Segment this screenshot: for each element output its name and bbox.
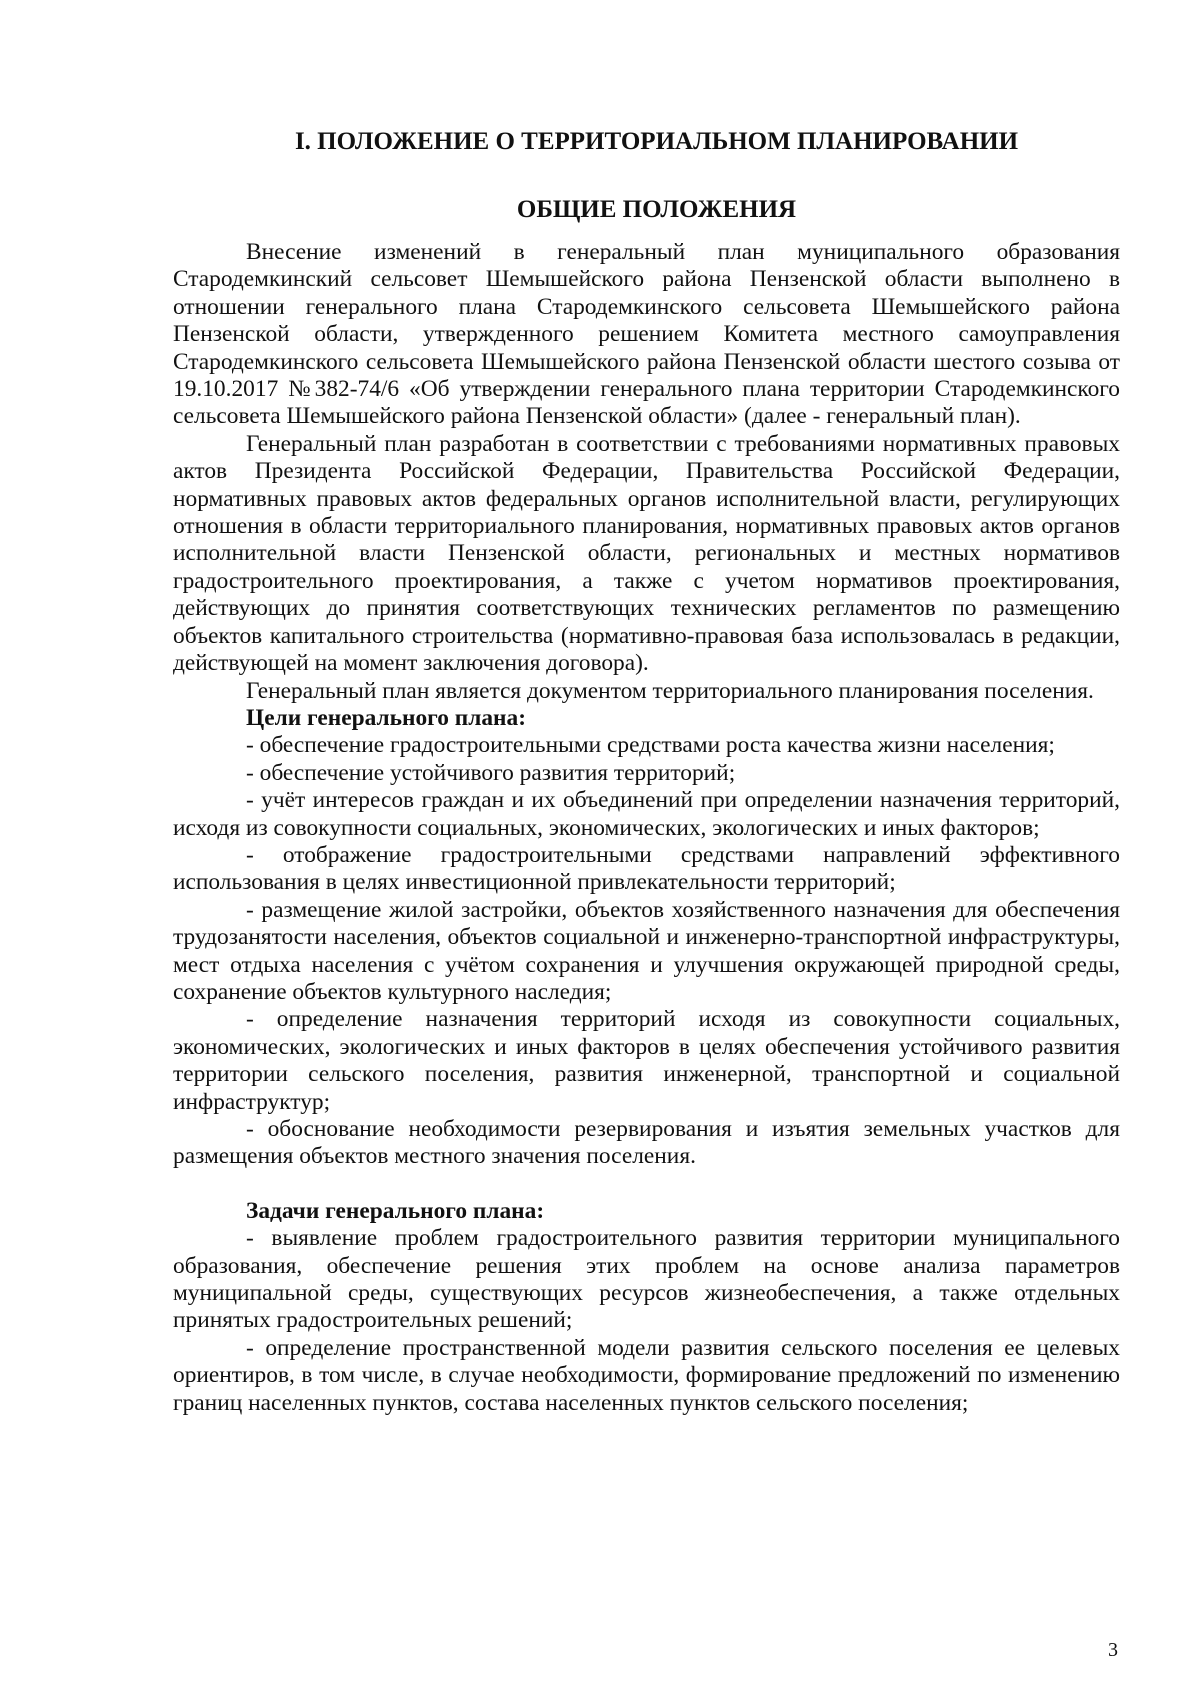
task-item: - определение пространственной модели развития сельского поселения ее целевых ориентиров, в том числе, в случае необходимости, формирование предложений по изменению границ населенных пунктов, состава населенных пунктов сельского поселения; xyxy=(173,1334,1120,1416)
paragraph-amendment: Внесение изменений в генеральный план муниципального образования Стародемкинский сельсовет Шемышейского района Пензенской области выполнено в отношении генерального плана Стародемкинского сельсовета Шемышейского района Пензенской области, утвержденного решением Комитета местного самоуправления Стародемкинского сельсовета Шемышейского района Пензенской области шестого созыва от 19.10.2017 №382-74/6 «Об утверждении генерального плана территории Стародемкинского сельсовета Шемышейского района Пензенской области» (далее - генеральный план). xyxy=(173,239,1120,430)
goal-item: - размещение жилой застройки, объектов хозяйственного назначения для обеспечения трудозанятости населения, объектов социальной и инженерно-транспортной инфраструктуры, мест отдыха населения с учётом сохранения и улучшения окружающей природной среды, сохранение объектов культурного наследия; xyxy=(173,896,1120,1005)
paragraph-legal-basis: Генеральный план разработан в соответствии с требованиями нормативных правовых актов Президента Российской Федерации, Правительства Российской Федерации, нормативных правовых актов федеральных органов исполнительной власти, регулирующих отношения в области территориального планирования, нормативных правовых актов органов исполнительной власти Пензенской области, региональных и местных нормативов градостроительного проектирования, а также с учетом нормативов проектирования, действующих до принятия соответствующих технических регламентов по размещению объектов капитального строительства (нормативно-правовая база использовалась в редакции, действующей на момент заключения договора). xyxy=(173,430,1120,677)
goal-item: - обоснование необходимости резервирования и изъятия земельных участков для размещения объектов местного значения поселения. xyxy=(173,1116,1120,1170)
page-number: 3 xyxy=(1108,1639,1118,1661)
goal-item: - обеспечение градостроительными средствами роста качества жизни населения; xyxy=(246,732,1055,759)
section-heading: ОБЩИЕ ПОЛОЖЕНИЯ xyxy=(516,196,797,223)
document-body xyxy=(173,117,1120,1417)
tasks-title: Задачи генерального плана: xyxy=(246,1197,545,1224)
task-item: - выявление проблем градостроительного развития территории муниципального образования, обеспечение решения этих проблем на основе анализа параметров муниципальной среды, существующих ресурсов жизнеобеспечения, а также отдельных принятых градостроительных решений; xyxy=(173,1225,1120,1334)
document-title: I. ПОЛОЖЕНИЕ О ТЕРРИТОРИАЛЬНОМ ПЛАНИРОВАНИИ xyxy=(294,128,1019,155)
goals-title: Цели генерального плана: xyxy=(246,704,526,731)
paragraph-document-status: Генеральный план является документом территориального планирования поселения. xyxy=(246,677,1094,704)
goal-item: - обеспечение устойчивого развития территорий; xyxy=(246,759,736,786)
goal-item: - учёт интересов граждан и их объединений при определении назначения территорий, исходя из совокупности социальных, экономических, экологических и иных факторов; xyxy=(173,787,1120,841)
goal-item: - отображение градостроительными средствами направлений эффективного использования в целях инвестиционной привлекательности территорий; xyxy=(173,841,1120,896)
goal-item: - определение назначения территорий исходя из совокупности социальных, экономических, экологических и иных факторов в целях обеспечения устойчивого развития территории сельского поселения, развития инженерной, транспортной и социальной инфраструктур; xyxy=(173,1006,1120,1115)
